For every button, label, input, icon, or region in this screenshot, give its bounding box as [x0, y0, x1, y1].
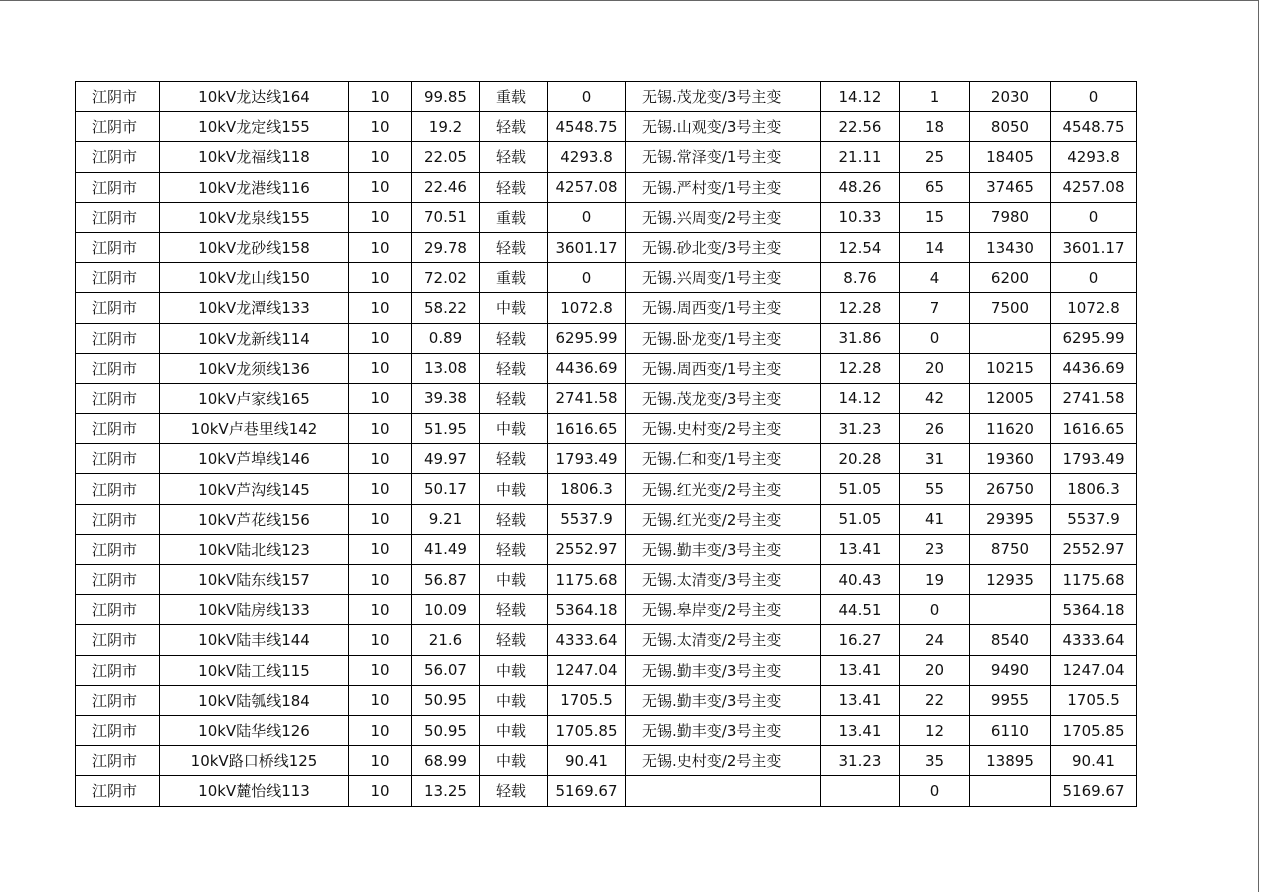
line-name-cell: 10kV陆丰线144 [160, 625, 349, 655]
user-count-cell: 26 [900, 414, 970, 444]
voltage-cell: 10 [349, 232, 412, 262]
available-capacity-cell: 1705.85 [548, 715, 626, 745]
load-rate-cell: 13.08 [412, 353, 480, 383]
installed-capacity-cell: 10215 [970, 353, 1051, 383]
load-status-cell: 轻载 [480, 595, 548, 625]
city-cell: 江阴市 [76, 293, 160, 323]
table-row [76, 202, 1137, 232]
transformer-cell: 无锡.勤丰变/3号主变 [626, 715, 821, 745]
transformer-cell: 无锡.山观变/3号主变 [626, 112, 821, 142]
city-cell: 江阴市 [76, 746, 160, 776]
remaining-capacity-cell: 0 [1051, 263, 1137, 293]
remaining-capacity-cell: 1793.49 [1051, 444, 1137, 474]
table-row [76, 474, 1137, 504]
voltage-cell: 10 [349, 655, 412, 685]
transformer-load-cell: 8.76 [821, 263, 900, 293]
city-cell: 江阴市 [76, 595, 160, 625]
installed-capacity-cell [970, 776, 1051, 806]
remaining-capacity-cell: 1705.85 [1051, 715, 1137, 745]
transformer-load-cell: 13.41 [821, 655, 900, 685]
load-rate-cell: 99.85 [412, 82, 480, 112]
transformer-load-cell [821, 776, 900, 806]
load-status-cell: 中载 [480, 414, 548, 444]
voltage-cell: 10 [349, 112, 412, 142]
table-row [76, 444, 1137, 474]
city-cell: 江阴市 [76, 655, 160, 685]
load-rate-cell: 0.89 [412, 323, 480, 353]
transformer-load-cell: 20.28 [821, 444, 900, 474]
city-cell: 江阴市 [76, 323, 160, 353]
transformer-cell: 无锡.兴周变/1号主变 [626, 263, 821, 293]
line-name-cell: 10kV芦沟线145 [160, 474, 349, 504]
city-cell: 江阴市 [76, 776, 160, 806]
table-row [76, 172, 1137, 202]
transformer-load-cell: 14.12 [821, 82, 900, 112]
voltage-cell: 10 [349, 172, 412, 202]
line-name-cell: 10kV龙港线116 [160, 172, 349, 202]
city-cell: 江阴市 [76, 444, 160, 474]
load-status-cell: 轻载 [480, 112, 548, 142]
user-count-cell: 35 [900, 746, 970, 776]
user-count-cell: 31 [900, 444, 970, 474]
line-name-cell: 10kV龙定线155 [160, 112, 349, 142]
transformer-load-cell: 10.33 [821, 202, 900, 232]
remaining-capacity-cell: 1175.68 [1051, 565, 1137, 595]
load-rate-cell: 49.97 [412, 444, 480, 474]
installed-capacity-cell: 11620 [970, 414, 1051, 444]
remaining-capacity-cell: 0 [1051, 82, 1137, 112]
transformer-load-cell: 12.28 [821, 293, 900, 323]
load-rate-cell: 50.95 [412, 685, 480, 715]
city-cell: 江阴市 [76, 142, 160, 172]
city-cell: 江阴市 [76, 263, 160, 293]
load-status-cell: 轻载 [480, 142, 548, 172]
available-capacity-cell: 1247.04 [548, 655, 626, 685]
table-row [76, 112, 1137, 142]
transformer-cell: 无锡.史村变/2号主变 [626, 746, 821, 776]
load-status-cell: 轻载 [480, 444, 548, 474]
user-count-cell: 42 [900, 383, 970, 413]
load-rate-cell: 41.49 [412, 534, 480, 564]
load-rate-cell: 70.51 [412, 202, 480, 232]
voltage-cell: 10 [349, 625, 412, 655]
transformer-cell: 无锡.严村变/1号主变 [626, 172, 821, 202]
user-count-cell: 1 [900, 82, 970, 112]
transformer-cell: 无锡.仁和变/1号主变 [626, 444, 821, 474]
available-capacity-cell: 3601.17 [548, 232, 626, 262]
installed-capacity-cell [970, 323, 1051, 353]
table-row [76, 685, 1137, 715]
transformer-load-cell: 13.41 [821, 685, 900, 715]
installed-capacity-cell: 8540 [970, 625, 1051, 655]
user-count-cell: 55 [900, 474, 970, 504]
transformer-load-cell: 31.23 [821, 746, 900, 776]
voltage-cell: 10 [349, 565, 412, 595]
user-count-cell: 23 [900, 534, 970, 564]
load-rate-cell: 13.25 [412, 776, 480, 806]
transformer-cell: 无锡.周西变/1号主变 [626, 353, 821, 383]
load-rate-cell: 72.02 [412, 263, 480, 293]
user-count-cell: 19 [900, 565, 970, 595]
transformer-load-cell: 51.05 [821, 474, 900, 504]
installed-capacity-cell: 9490 [970, 655, 1051, 685]
voltage-cell: 10 [349, 715, 412, 745]
load-rate-cell: 19.2 [412, 112, 480, 142]
city-cell: 江阴市 [76, 625, 160, 655]
load-status-cell: 中载 [480, 746, 548, 776]
load-rate-cell: 68.99 [412, 746, 480, 776]
installed-capacity-cell: 6110 [970, 715, 1051, 745]
installed-capacity-cell: 18405 [970, 142, 1051, 172]
user-count-cell: 7 [900, 293, 970, 323]
available-capacity-cell: 4548.75 [548, 112, 626, 142]
remaining-capacity-cell: 1616.65 [1051, 414, 1137, 444]
table-row [76, 625, 1137, 655]
installed-capacity-cell: 2030 [970, 82, 1051, 112]
feeder-load-table [75, 81, 1137, 807]
transformer-cell: 无锡.茂龙变/3号主变 [626, 82, 821, 112]
available-capacity-cell: 4257.08 [548, 172, 626, 202]
transformer-cell: 无锡.勤丰变/3号主变 [626, 655, 821, 685]
available-capacity-cell: 4333.64 [548, 625, 626, 655]
line-name-cell: 10kV龙砂线158 [160, 232, 349, 262]
voltage-cell: 10 [349, 504, 412, 534]
voltage-cell: 10 [349, 776, 412, 806]
table-row [76, 232, 1137, 262]
remaining-capacity-cell: 2552.97 [1051, 534, 1137, 564]
installed-capacity-cell: 29395 [970, 504, 1051, 534]
load-status-cell: 轻载 [480, 232, 548, 262]
transformer-cell [626, 776, 821, 806]
table-row [76, 263, 1137, 293]
voltage-cell: 10 [349, 534, 412, 564]
voltage-cell: 10 [349, 595, 412, 625]
load-rate-cell: 51.95 [412, 414, 480, 444]
transformer-load-cell: 40.43 [821, 565, 900, 595]
voltage-cell: 10 [349, 474, 412, 504]
load-status-cell: 轻载 [480, 776, 548, 806]
line-name-cell: 10kV陆房线133 [160, 595, 349, 625]
voltage-cell: 10 [349, 685, 412, 715]
voltage-cell: 10 [349, 323, 412, 353]
load-status-cell: 轻载 [480, 353, 548, 383]
line-name-cell: 10kV龙须线136 [160, 353, 349, 383]
available-capacity-cell: 0 [548, 82, 626, 112]
city-cell: 江阴市 [76, 82, 160, 112]
city-cell: 江阴市 [76, 474, 160, 504]
transformer-load-cell: 16.27 [821, 625, 900, 655]
remaining-capacity-cell: 90.41 [1051, 746, 1137, 776]
load-status-cell: 轻载 [480, 534, 548, 564]
line-name-cell: 10kV陆华线126 [160, 715, 349, 745]
user-count-cell: 20 [900, 353, 970, 383]
line-name-cell: 10kV龙潭线133 [160, 293, 349, 323]
remaining-capacity-cell: 5537.9 [1051, 504, 1137, 534]
table-row [76, 655, 1137, 685]
remaining-capacity-cell: 1072.8 [1051, 293, 1137, 323]
transformer-load-cell: 21.11 [821, 142, 900, 172]
transformer-load-cell: 31.86 [821, 323, 900, 353]
city-cell: 江阴市 [76, 353, 160, 383]
available-capacity-cell: 1806.3 [548, 474, 626, 504]
available-capacity-cell: 5364.18 [548, 595, 626, 625]
line-name-cell: 10kV卢家线165 [160, 383, 349, 413]
city-cell: 江阴市 [76, 565, 160, 595]
table-row [76, 776, 1137, 806]
transformer-load-cell: 14.12 [821, 383, 900, 413]
city-cell: 江阴市 [76, 504, 160, 534]
city-cell: 江阴市 [76, 172, 160, 202]
load-rate-cell: 22.46 [412, 172, 480, 202]
transformer-cell: 无锡.卧龙变/1号主变 [626, 323, 821, 353]
voltage-cell: 10 [349, 263, 412, 293]
table-row [76, 383, 1137, 413]
transformer-cell: 无锡.红光变/2号主变 [626, 504, 821, 534]
table-row [76, 595, 1137, 625]
user-count-cell: 24 [900, 625, 970, 655]
line-name-cell: 10kV龙山线150 [160, 263, 349, 293]
table-row [76, 323, 1137, 353]
table-row [76, 565, 1137, 595]
load-rate-cell: 50.17 [412, 474, 480, 504]
available-capacity-cell: 2552.97 [548, 534, 626, 564]
line-name-cell: 10kV芦埠线146 [160, 444, 349, 474]
city-cell: 江阴市 [76, 534, 160, 564]
transformer-load-cell: 44.51 [821, 595, 900, 625]
voltage-cell: 10 [349, 293, 412, 323]
table-row [76, 715, 1137, 745]
transformer-cell: 无锡.皋岸变/2号主变 [626, 595, 821, 625]
installed-capacity-cell: 6200 [970, 263, 1051, 293]
remaining-capacity-cell: 2741.58 [1051, 383, 1137, 413]
transformer-load-cell: 13.41 [821, 715, 900, 745]
user-count-cell: 25 [900, 142, 970, 172]
transformer-load-cell: 22.56 [821, 112, 900, 142]
city-cell: 江阴市 [76, 685, 160, 715]
line-name-cell: 10kV陆瓠线184 [160, 685, 349, 715]
city-cell: 江阴市 [76, 232, 160, 262]
user-count-cell: 0 [900, 776, 970, 806]
transformer-cell: 无锡.兴周变/2号主变 [626, 202, 821, 232]
transformer-load-cell: 51.05 [821, 504, 900, 534]
line-name-cell: 10kV龙达线164 [160, 82, 349, 112]
user-count-cell: 22 [900, 685, 970, 715]
table-row [76, 353, 1137, 383]
installed-capacity-cell: 8050 [970, 112, 1051, 142]
transformer-cell: 无锡.红光变/2号主变 [626, 474, 821, 504]
remaining-capacity-cell: 4257.08 [1051, 172, 1137, 202]
available-capacity-cell: 1616.65 [548, 414, 626, 444]
voltage-cell: 10 [349, 142, 412, 172]
table-row [76, 82, 1137, 112]
load-status-cell: 中载 [480, 565, 548, 595]
load-status-cell: 重载 [480, 202, 548, 232]
transformer-cell: 无锡.太清变/3号主变 [626, 565, 821, 595]
load-status-cell: 重载 [480, 263, 548, 293]
voltage-cell: 10 [349, 746, 412, 776]
city-cell: 江阴市 [76, 715, 160, 745]
installed-capacity-cell: 12005 [970, 383, 1051, 413]
available-capacity-cell: 2741.58 [548, 383, 626, 413]
available-capacity-cell: 4436.69 [548, 353, 626, 383]
line-name-cell: 10kV陆工线115 [160, 655, 349, 685]
available-capacity-cell: 0 [548, 202, 626, 232]
load-status-cell: 轻载 [480, 383, 548, 413]
available-capacity-cell: 1072.8 [548, 293, 626, 323]
line-name-cell: 10kV路口桥线125 [160, 746, 349, 776]
remaining-capacity-cell: 6295.99 [1051, 323, 1137, 353]
transformer-load-cell: 12.54 [821, 232, 900, 262]
transformer-load-cell: 13.41 [821, 534, 900, 564]
user-count-cell: 4 [900, 263, 970, 293]
transformer-load-cell: 12.28 [821, 353, 900, 383]
load-rate-cell: 39.38 [412, 383, 480, 413]
transformer-load-cell: 48.26 [821, 172, 900, 202]
table-row [76, 293, 1137, 323]
load-status-cell: 轻载 [480, 172, 548, 202]
load-status-cell: 轻载 [480, 625, 548, 655]
transformer-cell: 无锡.砂北变/3号主变 [626, 232, 821, 262]
city-cell: 江阴市 [76, 112, 160, 142]
remaining-capacity-cell: 4293.8 [1051, 142, 1137, 172]
voltage-cell: 10 [349, 444, 412, 474]
table-row [76, 142, 1137, 172]
available-capacity-cell: 5169.67 [548, 776, 626, 806]
voltage-cell: 10 [349, 414, 412, 444]
voltage-cell: 10 [349, 353, 412, 383]
line-name-cell: 10kV龙福线118 [160, 142, 349, 172]
transformer-cell: 无锡.常泽变/1号主变 [626, 142, 821, 172]
voltage-cell: 10 [349, 202, 412, 232]
line-name-cell: 10kV芦花线156 [160, 504, 349, 534]
available-capacity-cell: 4293.8 [548, 142, 626, 172]
user-count-cell: 0 [900, 595, 970, 625]
line-name-cell: 10kV陆北线123 [160, 534, 349, 564]
user-count-cell: 14 [900, 232, 970, 262]
line-name-cell: 10kV龙泉线155 [160, 202, 349, 232]
user-count-cell: 20 [900, 655, 970, 685]
installed-capacity-cell: 37465 [970, 172, 1051, 202]
city-cell: 江阴市 [76, 202, 160, 232]
line-name-cell: 10kV陆东线157 [160, 565, 349, 595]
user-count-cell: 65 [900, 172, 970, 202]
load-rate-cell: 22.05 [412, 142, 480, 172]
user-count-cell: 15 [900, 202, 970, 232]
available-capacity-cell: 5537.9 [548, 504, 626, 534]
table-row [76, 414, 1137, 444]
transformer-cell: 无锡.勤丰变/3号主变 [626, 534, 821, 564]
load-rate-cell: 29.78 [412, 232, 480, 262]
installed-capacity-cell: 13895 [970, 746, 1051, 776]
available-capacity-cell: 1705.5 [548, 685, 626, 715]
transformer-cell: 无锡.茂龙变/3号主变 [626, 383, 821, 413]
city-cell: 江阴市 [76, 414, 160, 444]
table-body [76, 82, 1137, 807]
load-status-cell: 重载 [480, 82, 548, 112]
available-capacity-cell: 90.41 [548, 746, 626, 776]
user-count-cell: 0 [900, 323, 970, 353]
table-row [76, 504, 1137, 534]
available-capacity-cell: 0 [548, 263, 626, 293]
transformer-load-cell: 31.23 [821, 414, 900, 444]
load-rate-cell: 58.22 [412, 293, 480, 323]
user-count-cell: 41 [900, 504, 970, 534]
load-status-cell: 中载 [480, 715, 548, 745]
load-status-cell: 中载 [480, 655, 548, 685]
remaining-capacity-cell: 4548.75 [1051, 112, 1137, 142]
remaining-capacity-cell: 1705.5 [1051, 685, 1137, 715]
installed-capacity-cell: 7500 [970, 293, 1051, 323]
voltage-cell: 10 [349, 82, 412, 112]
line-name-cell: 10kV麓怡线113 [160, 776, 349, 806]
voltage-cell: 10 [349, 383, 412, 413]
user-count-cell: 18 [900, 112, 970, 142]
installed-capacity-cell [970, 595, 1051, 625]
installed-capacity-cell: 12935 [970, 565, 1051, 595]
load-rate-cell: 10.09 [412, 595, 480, 625]
available-capacity-cell: 6295.99 [548, 323, 626, 353]
city-cell: 江阴市 [76, 383, 160, 413]
remaining-capacity-cell: 4436.69 [1051, 353, 1137, 383]
installed-capacity-cell: 7980 [970, 202, 1051, 232]
load-rate-cell: 21.6 [412, 625, 480, 655]
remaining-capacity-cell: 0 [1051, 202, 1137, 232]
remaining-capacity-cell: 5364.18 [1051, 595, 1137, 625]
load-rate-cell: 56.07 [412, 655, 480, 685]
load-rate-cell: 50.95 [412, 715, 480, 745]
transformer-cell: 无锡.太清变/2号主变 [626, 625, 821, 655]
remaining-capacity-cell: 5169.67 [1051, 776, 1137, 806]
line-name-cell: 10kV龙新线114 [160, 323, 349, 353]
remaining-capacity-cell: 4333.64 [1051, 625, 1137, 655]
remaining-capacity-cell: 1247.04 [1051, 655, 1137, 685]
load-rate-cell: 9.21 [412, 504, 480, 534]
transformer-cell: 无锡.史村变/2号主变 [626, 414, 821, 444]
table-row [76, 746, 1137, 776]
table-row [76, 534, 1137, 564]
load-status-cell: 中载 [480, 685, 548, 715]
installed-capacity-cell: 26750 [970, 474, 1051, 504]
remaining-capacity-cell: 3601.17 [1051, 232, 1137, 262]
transformer-cell: 无锡.勤丰变/3号主变 [626, 685, 821, 715]
installed-capacity-cell: 9955 [970, 685, 1051, 715]
load-status-cell: 轻载 [480, 323, 548, 353]
line-name-cell: 10kV卢巷里线142 [160, 414, 349, 444]
available-capacity-cell: 1793.49 [548, 444, 626, 474]
load-status-cell: 轻载 [480, 504, 548, 534]
load-status-cell: 中载 [480, 474, 548, 504]
remaining-capacity-cell: 1806.3 [1051, 474, 1137, 504]
installed-capacity-cell: 13430 [970, 232, 1051, 262]
installed-capacity-cell: 8750 [970, 534, 1051, 564]
transformer-cell: 无锡.周西变/1号主变 [626, 293, 821, 323]
available-capacity-cell: 1175.68 [548, 565, 626, 595]
load-status-cell: 中载 [480, 293, 548, 323]
user-count-cell: 12 [900, 715, 970, 745]
installed-capacity-cell: 19360 [970, 444, 1051, 474]
load-rate-cell: 56.87 [412, 565, 480, 595]
